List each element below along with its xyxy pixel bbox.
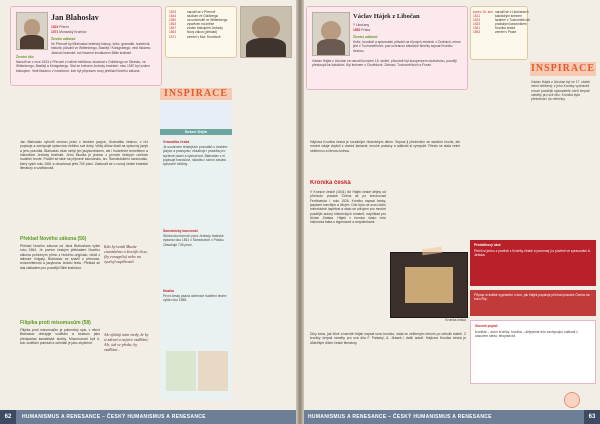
right-page: [302, 0, 600, 424]
right-footer: HUMANISMUS A RENESANCE – ČESKÝ HUMANISMUS A RENESANCE: [302, 410, 584, 424]
bio-card-hajek: [306, 6, 468, 90]
task-box-text: Přečti si jednu z pověstí z Kroniky české a porovnej ji s pověstí ve zpracování A. Jiráska.: [474, 249, 591, 258]
sidebar-t1: Je souhrnem tehdejších poznatků o českém jazyce a pravopisu; obsahuje i pravidla pro správné psaní a výslovnost. Blahoslav v ní popisuje tvarosloví, skladbu i slovní zásobu spisovné češtiny.: [163, 145, 228, 167]
page-number-left: 62: [0, 410, 16, 424]
sidebar-h2: Šamotulský kancionál: [163, 229, 198, 233]
bio-intro: Narodil se v roce 1523 v Přerově v rodině měšťana; studoval v Goldbergu ve Slezsku, ve Wittenbergu, Basileji a Königsbergu. Stal se knězem Jednoty bratrské; roku 1557 byl zvolen biskupem. Vedl tiskárnu v Ivančicích, kde byl připraven nový překlad Nového zákona.: [16, 60, 150, 73]
closing-text: Díky tomu, jak čtivě a barvitě Hájek napsal svou kroniku, stala se oblíbeným čtením po několik staletí. Z kroniky čerpali náměty pro svá díla F. Palacký, A. Jirásek i další autoři. Hájkova Kronika česká je důležitým dílem české literatury.: [310, 332, 466, 345]
main-text-hajek: Hájkova Kronika česká je rozsáhlým historickým dílem. Sepsal ji především ze starších kronik, ale mnohé údaje doplnil z vlastní fantazie; mnohé postavy a události si vymyslel. Přesto se stala velmi oblíbenou a čtenou knihou.: [310, 140, 460, 153]
task-box-2-text: Připrav si krátké vyprávění o tom, jak Hájek popisuje příchod praotce Čecha na horu Říp.: [474, 293, 590, 302]
heading-novy-zakon: Překlad Nového zákona (56): [20, 236, 87, 242]
left-footer: HUMANISMUS A RENESANCE – ČESKÝ HUMANISMUS A RENESANCE: [16, 410, 298, 424]
inspirace-box-left: [160, 102, 232, 128]
bio-name: Václav Hájek z Libočan: [353, 13, 420, 20]
bio-card-blahoslav: [10, 6, 162, 86]
inspirace-heading-right: INSPIRACE: [530, 63, 595, 74]
quote-filipika: Ale zjišťují nám vtedy, že by si zdraví a nejvíce vzdělání; Ale, tak ve předu; by vzdělání...: [104, 332, 149, 352]
bio-intro-label: Životní dílo: [16, 55, 34, 59]
timeline-card: [165, 6, 237, 58]
sidebar-t3: První česky psaná učebnice hudební teorie; vyšla roku 1558.: [163, 294, 227, 303]
inspirace-text: Václav Hájek z Libočan byl ve 17. století velmi oblíbený; z jeho Kroniky vycházeli mnozí pozdější spisovatelé, kteří čerpali náměty pro své dílo. Kronika byla přeložena i do němčiny.: [531, 80, 591, 102]
bio-label: Životní události: [353, 35, 378, 39]
task-box-2: [470, 290, 596, 316]
sidebar-h3: Muzika: [163, 289, 174, 293]
photo-caption: Kronika česká: [445, 318, 466, 322]
bio-date-death: 1571 Moravský Krumlov: [51, 30, 87, 34]
sidebar-image-placeholder: [198, 351, 228, 391]
sidebar-h1: Gramatika česká: [163, 140, 190, 144]
task-box-heading: Předstihový úkol: [474, 243, 501, 247]
timeline-row: 1523 narodil se v Přerově: [169, 10, 216, 14]
timeline-row: 1553 zemřel v Praze: [473, 30, 517, 35]
timeline-row: 1564 Nový zákon (překlad): [169, 30, 218, 35]
timeline-list: [471, 7, 531, 38]
decorative-badge: [564, 392, 580, 408]
sidebar-image-placeholder: [166, 351, 196, 391]
timeline-card: [470, 6, 531, 60]
bio-intro: Václav Hájek z Libočan se narodil koncem 15. století, původně byl stoupencem utrakvismu, později přestoupil ke katolictví. Byl knězem v Chotěšově, Zderazi, Tuchoměřicích a Praze.: [312, 59, 457, 68]
bio-date-death: 1553 Praha: [353, 28, 371, 32]
bio-name: Jan Blahoslav: [51, 13, 99, 22]
timeline-row: 1544 studium ve Goldbergu: [169, 14, 219, 19]
heading-filipika: Filipika proti mísomusům (58): [20, 320, 91, 326]
timeline-list: [166, 7, 236, 42]
kronika-text: V Kronice české (1541) líčí Hájek české dějiny od příchodu praotce Čecha až po korunovaci Ferdinanda I. roku 1526. Kroniku napsal česky, jazykem barvitým a čtivým. Dílo bylo na svou dobu mimořádně úspěšné a stalo se zdrojem pro mnohé pozdější autory historických románů, například pro Aloise Jiráska. Hájek v kronice často mísí historická fakta s legendami a smyšlenkami.: [310, 190, 386, 225]
sidebar-t2: Sbírka duchovních písní Jednoty bratrské vydaná roku 1561 v Šamotulech v Polsku. Obsahuje 735 písní.: [163, 234, 225, 247]
bio-body: Kněz, kronikář a spisovatel; působil na různých místech v Čechách, mimo jiné v Tuchoměřicích; pod ochranou katolické šlechty sepsal Kroniku českou.: [353, 40, 461, 53]
timeline-row: 1521 katolickým knězem: [473, 14, 522, 19]
timeline-row: 1557 zvolen biskupem Jednoty: [169, 26, 223, 31]
bio-body: Ve Přerově byl Blahoslav bratrský biskup, kněz, gramatik, hudebník, historik; působil ve Wittenbergu, Basileji i Königsbergu; vedl tiskárnu Jednoty bratrské; byl hlavním iniciátorem Bible kralické.: [51, 42, 151, 54]
left-page: [0, 0, 298, 424]
main-text-blahoslav: Jan Blahoslav vytvořil cennou práci o českém jazyce, Gramatiku českou, v níž popisuje a zachycuje spisovnou češtinu své doby. Velký důraz kladl na spisovný jazyk a jeho pravidla. Blahoslav však nebyl jen jazykovědcem, ale i hudebním teoretikem a historikem Jednoty bratrské. Jeho Muzika je jednou z prvních českých učebnic hudební teorie. Podílel se také na přípravě kancionálu, tzv. Šamotulského kancionálu, který vyšel roku 1561 a obsahoval přes 700 písní. Zasloužil se o rozvoj české bratrské literatury a vzdělanosti.: [20, 140, 148, 171]
kronika-photo: [390, 252, 468, 318]
page-number-right: 63: [584, 410, 600, 424]
novy-zakon-text: Překlad Nového zákona od Jana Blahoslava vyšel roku 1564. Je prvním českým překladem Nového zákona pořízeným přímo z řeckého originálu, nikoli z latinské Vulgaty. Blahoslav se snažil o přesnost, srozumitelnost a jazykovou čistotu textu. Překlad se stal základem pro pozdější Bibli kralickou.: [20, 244, 100, 270]
blahoslav-portrait: [16, 12, 48, 50]
timeline-row: 1553 vysvěcen na kněze: [169, 22, 215, 27]
bio-date-birth: ? Libočany: [353, 23, 370, 27]
heading-kronika: Kronika česká: [310, 180, 351, 186]
timeline-row: 1550 na univerzitě ve Wittenbergu: [169, 18, 228, 23]
blahoslav-book-illustration: [240, 6, 292, 58]
filipika-text: Filipika proti mísomusům je polemický spis, v němž Blahoslav obhajuje vzdělání a studium jako předpoklad kazatelské služby. Mísomusové byli ti, kdo vzdělání pohrdali a odmítali je jako zbytečné.: [20, 328, 100, 346]
hajek-portrait: [312, 12, 350, 56]
quote-muzika: Kdo by'sondi Muzáe ciaváskémo a štvrtéfo čtou, (by evangeliu) nebo na vyučují naplňovali.: [104, 244, 148, 264]
vocab-heading: Slovník pojmů: [475, 324, 498, 328]
timeline-row: 1533 pražským kanovníkem: [473, 22, 527, 27]
page-gutter: [296, 0, 304, 424]
timeline-row: 1571 zemřel v Mor. Krumlově: [169, 34, 221, 39]
inspirace-heading-left: INSPIRACE: [160, 88, 232, 100]
timeline-row: 1541 Kronika česká: [473, 26, 516, 31]
vocab-text: kronikář – autor kroniky; kronika – dějepisné dílo zachycující události v časovém sledu; letopisectví.: [475, 330, 578, 339]
sidebar-section-head: Sekce Dějin: [160, 129, 232, 135]
task-box: [470, 240, 596, 286]
bio-label: Životní události: [51, 37, 76, 41]
vocabulary-box: [470, 320, 596, 384]
timeline-row: 1524 farářem v Tuchoměřicích: [473, 18, 531, 23]
bio-date-birth: 1523 Přerov: [51, 25, 69, 29]
sidebar-column: [160, 137, 232, 401]
timeline-row: konec 15. stol.narodil se v Libočanech: [473, 10, 529, 14]
